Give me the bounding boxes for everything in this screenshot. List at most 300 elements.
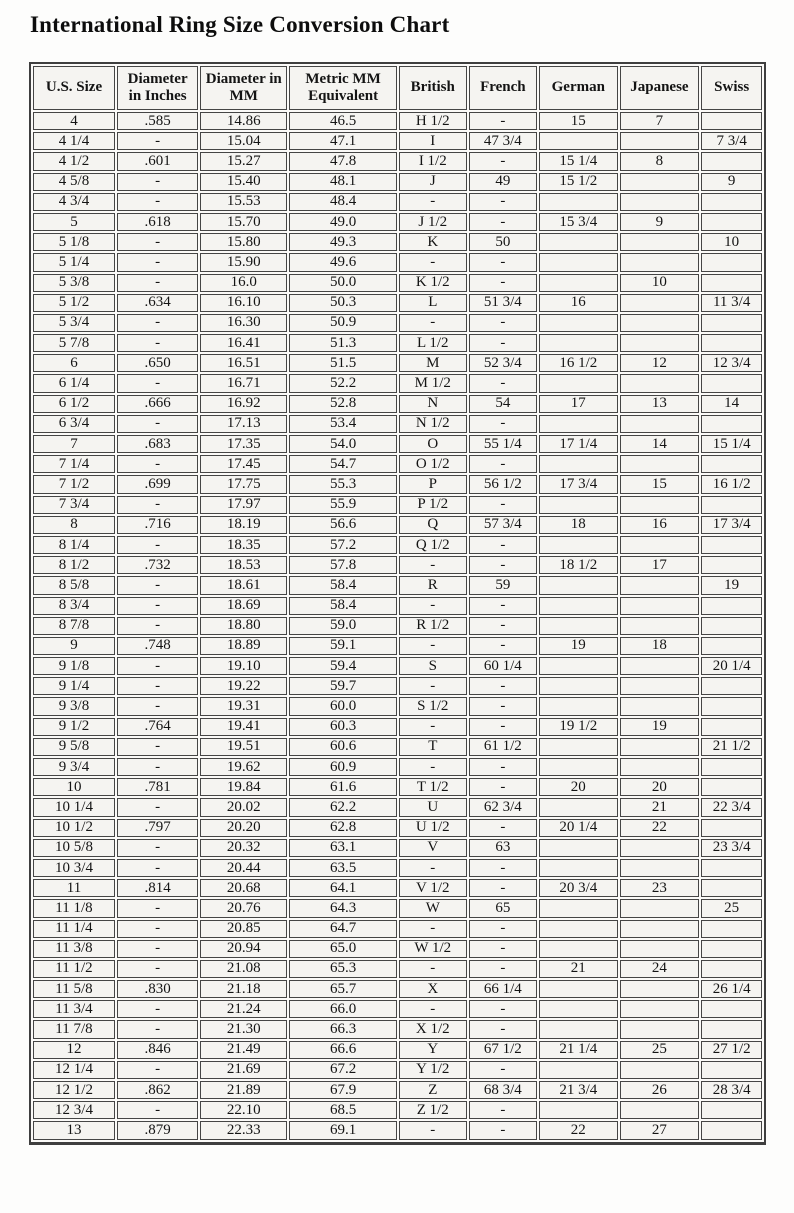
cell: 16 [539, 294, 617, 312]
cell [539, 496, 617, 514]
cell: I [399, 132, 467, 150]
cell: 21 1/2 [701, 738, 762, 756]
cell: 18 [620, 637, 700, 655]
table-row [33, 213, 762, 231]
cell: J 1/2 [399, 213, 467, 231]
cell: - [469, 374, 537, 392]
cell [701, 960, 762, 978]
cell: - [469, 334, 537, 352]
cell: 15.04 [200, 132, 287, 150]
cell: 64.7 [289, 920, 397, 938]
cell: - [117, 576, 198, 594]
cell: - [469, 1061, 537, 1079]
cell [701, 193, 762, 211]
cell: U [399, 798, 467, 816]
cell: 20 3/4 [539, 879, 617, 897]
cell: X [399, 980, 467, 998]
cell [539, 253, 617, 271]
cell: - [469, 920, 537, 938]
cell: T 1/2 [399, 778, 467, 796]
table-row [33, 819, 762, 837]
cell: .683 [117, 435, 198, 453]
cell: K [399, 233, 467, 251]
cell: 60.3 [289, 718, 397, 736]
cell: S 1/2 [399, 697, 467, 715]
cell [620, 415, 700, 433]
table-row [33, 193, 762, 211]
cell [701, 1061, 762, 1079]
cell: - [117, 940, 198, 958]
cell: .618 [117, 213, 198, 231]
cell [620, 738, 700, 756]
cell: .846 [117, 1041, 198, 1059]
cell: 16 1/2 [539, 354, 617, 372]
table-row [33, 253, 762, 271]
cell: 64.1 [289, 879, 397, 897]
cell [539, 314, 617, 332]
cell: - [469, 597, 537, 615]
cell [620, 334, 700, 352]
cell: - [117, 334, 198, 352]
cell: - [469, 274, 537, 292]
table-row [33, 395, 762, 413]
cell: 4 1/2 [33, 152, 115, 170]
cell [701, 718, 762, 736]
cell: 17 [620, 556, 700, 574]
cell [539, 1020, 617, 1038]
cell: - [117, 374, 198, 392]
cell: - [469, 1101, 537, 1119]
cell: T [399, 738, 467, 756]
cell: 18.69 [200, 597, 287, 615]
cell [539, 980, 617, 998]
cell: - [117, 132, 198, 150]
cell: 5 3/8 [33, 274, 115, 292]
cell [620, 193, 700, 211]
cell: 62.8 [289, 819, 397, 837]
cell: 16.0 [200, 274, 287, 292]
cell: 9 3/4 [33, 758, 115, 776]
table-row [33, 859, 762, 877]
table-row [33, 1101, 762, 1119]
cell: - [117, 1101, 198, 1119]
cell: 62.2 [289, 798, 397, 816]
cell: .699 [117, 475, 198, 493]
cell: 66 1/4 [469, 980, 537, 998]
cell: 54 [469, 395, 537, 413]
cell: 59 [469, 576, 537, 594]
table-row [33, 617, 762, 635]
table-row [33, 980, 762, 998]
cell: .764 [117, 718, 198, 736]
cell: - [469, 778, 537, 796]
table-row [33, 475, 762, 493]
cell: - [469, 415, 537, 433]
cell: 53.4 [289, 415, 397, 433]
cell: 19.31 [200, 697, 287, 715]
cell: 47.1 [289, 132, 397, 150]
cell: 19 [539, 637, 617, 655]
cell: - [117, 697, 198, 715]
cell: 6 1/2 [33, 395, 115, 413]
cell: 19 [701, 576, 762, 594]
cell: 16 1/2 [701, 475, 762, 493]
table-row [33, 1020, 762, 1038]
table-row [33, 778, 762, 796]
cell: - [399, 253, 467, 271]
cell: - [469, 758, 537, 776]
cell: 19 1/2 [539, 718, 617, 736]
cell: - [399, 859, 467, 877]
cell: 25 [620, 1041, 700, 1059]
cell: U 1/2 [399, 819, 467, 837]
cell [620, 677, 700, 695]
cell [701, 758, 762, 776]
cell [701, 213, 762, 231]
ring-size-conversion-table [29, 62, 766, 1145]
column-header: Diameter in Inches [117, 66, 198, 110]
cell: - [117, 1000, 198, 1018]
table-row [33, 839, 762, 857]
table-row [33, 294, 762, 312]
cell [539, 576, 617, 594]
cell: 25 [701, 899, 762, 917]
cell [701, 697, 762, 715]
cell: 7 1/4 [33, 455, 115, 473]
cell: 17 1/4 [539, 435, 617, 453]
cell: W 1/2 [399, 940, 467, 958]
cell: 15 [539, 112, 617, 130]
cell: 13 [33, 1121, 115, 1139]
cell: 10 [620, 274, 700, 292]
table-row [33, 152, 762, 170]
table-row [33, 920, 762, 938]
cell: 22 [620, 819, 700, 837]
cell [620, 536, 700, 554]
cell: 21.89 [200, 1081, 287, 1099]
cell: 21 [620, 798, 700, 816]
cell: 59.7 [289, 677, 397, 695]
cell: 14.86 [200, 112, 287, 130]
cell: 7 3/4 [33, 496, 115, 514]
cell: 11 1/8 [33, 899, 115, 917]
cell: 22 3/4 [701, 798, 762, 816]
cell: M [399, 354, 467, 372]
cell: 13 [620, 395, 700, 413]
column-header: Japanese [620, 66, 700, 110]
cell: 15.40 [200, 173, 287, 191]
cell: 7 1/2 [33, 475, 115, 493]
cell: .797 [117, 819, 198, 837]
cell: 20.68 [200, 879, 287, 897]
cell: - [469, 1121, 537, 1139]
cell: 4 [33, 112, 115, 130]
cell [701, 1020, 762, 1038]
cell [539, 697, 617, 715]
cell: 7 [620, 112, 700, 130]
cell: 5 [33, 213, 115, 231]
cell: 10 1/4 [33, 798, 115, 816]
cell: 60.0 [289, 697, 397, 715]
cell [620, 940, 700, 958]
cell: 16 [620, 516, 700, 534]
cell: 61 1/2 [469, 738, 537, 756]
cell: - [469, 152, 537, 170]
cell: 64.3 [289, 899, 397, 917]
cell: 22.10 [200, 1101, 287, 1119]
cell [620, 657, 700, 675]
cell: 18 [539, 516, 617, 534]
cell [539, 1061, 617, 1079]
cell: - [117, 859, 198, 877]
cell [701, 597, 762, 615]
cell: 10 [33, 778, 115, 796]
cell: 22.33 [200, 1121, 287, 1139]
cell: 17.45 [200, 455, 287, 473]
table-head [33, 66, 762, 110]
table-row [33, 173, 762, 191]
cell [701, 496, 762, 514]
cell: 20 1/4 [539, 819, 617, 837]
cell: 9 1/4 [33, 677, 115, 695]
cell: - [117, 455, 198, 473]
cell: - [399, 758, 467, 776]
cell: 14 [620, 435, 700, 453]
cell [539, 597, 617, 615]
cell [701, 1000, 762, 1018]
cell: 68 3/4 [469, 1081, 537, 1099]
cell: 22 [539, 1121, 617, 1139]
cell [620, 455, 700, 473]
table-row [33, 516, 762, 534]
table-row [33, 435, 762, 453]
column-header: German [539, 66, 617, 110]
cell: - [117, 1020, 198, 1038]
cell: 66.0 [289, 1000, 397, 1018]
column-header: French [469, 66, 537, 110]
cell: 27 [620, 1121, 700, 1139]
cell: 19.41 [200, 718, 287, 736]
cell [701, 112, 762, 130]
cell: 48.1 [289, 173, 397, 191]
cell: 11 5/8 [33, 980, 115, 998]
cell: .862 [117, 1081, 198, 1099]
cell [539, 617, 617, 635]
cell: - [399, 637, 467, 655]
cell: V 1/2 [399, 879, 467, 897]
table-row [33, 1000, 762, 1018]
cell: L 1/2 [399, 334, 467, 352]
cell: 56 1/2 [469, 475, 537, 493]
cell: 17.97 [200, 496, 287, 514]
cell: 18.80 [200, 617, 287, 635]
cell: - [469, 314, 537, 332]
cell: 16.51 [200, 354, 287, 372]
cell [620, 859, 700, 877]
cell: 21.49 [200, 1041, 287, 1059]
cell: 15.70 [200, 213, 287, 231]
cell: 20.02 [200, 798, 287, 816]
cell: - [117, 253, 198, 271]
table-row [33, 374, 762, 392]
table-row [33, 274, 762, 292]
cell: - [469, 112, 537, 130]
cell: 19.62 [200, 758, 287, 776]
cell: - [399, 314, 467, 332]
cell: 17.75 [200, 475, 287, 493]
cell: - [469, 213, 537, 231]
cell: 20 [620, 778, 700, 796]
table-row [33, 233, 762, 251]
cell: N 1/2 [399, 415, 467, 433]
cell: 23 3/4 [701, 839, 762, 857]
cell [539, 839, 617, 857]
cell: 15 1/4 [539, 152, 617, 170]
cell: 55 1/4 [469, 435, 537, 453]
cell: 65 [469, 899, 537, 917]
cell [620, 697, 700, 715]
cell: 23 [620, 879, 700, 897]
cell: Y 1/2 [399, 1061, 467, 1079]
cell: Z [399, 1081, 467, 1099]
cell [539, 233, 617, 251]
cell: P 1/2 [399, 496, 467, 514]
cell: 17.13 [200, 415, 287, 433]
cell: 66.3 [289, 1020, 397, 1038]
cell: P [399, 475, 467, 493]
cell [539, 738, 617, 756]
cell: - [117, 274, 198, 292]
cell: 55.9 [289, 496, 397, 514]
cell: 62 3/4 [469, 798, 537, 816]
cell: - [469, 879, 537, 897]
table-row [33, 597, 762, 615]
table-row [33, 314, 762, 332]
cell: 17 3/4 [701, 516, 762, 534]
cell: - [399, 718, 467, 736]
cell: 65.0 [289, 940, 397, 958]
cell: 11 1/4 [33, 920, 115, 938]
cell: 49.6 [289, 253, 397, 271]
cell [701, 819, 762, 837]
cell: - [399, 193, 467, 211]
cell: 16.41 [200, 334, 287, 352]
cell: .650 [117, 354, 198, 372]
cell: K 1/2 [399, 274, 467, 292]
cell: N [399, 395, 467, 413]
cell [701, 677, 762, 695]
cell: - [399, 556, 467, 574]
table-row [33, 657, 762, 675]
cell [701, 415, 762, 433]
cell: R 1/2 [399, 617, 467, 635]
cell: 48.4 [289, 193, 397, 211]
table-row [33, 738, 762, 756]
cell [620, 839, 700, 857]
cell: - [117, 758, 198, 776]
cell: Q 1/2 [399, 536, 467, 554]
cell: 20.44 [200, 859, 287, 877]
cell: - [469, 819, 537, 837]
cell: 15.27 [200, 152, 287, 170]
cell: .814 [117, 879, 198, 897]
cell: 11 [33, 879, 115, 897]
cell [701, 1121, 762, 1139]
cell: 9 5/8 [33, 738, 115, 756]
cell: 8 [620, 152, 700, 170]
cell [620, 1000, 700, 1018]
table-row [33, 1121, 762, 1139]
cell: - [117, 597, 198, 615]
cell: 9 3/8 [33, 697, 115, 715]
table-row [33, 112, 762, 130]
cell [701, 920, 762, 938]
cell: J [399, 173, 467, 191]
cell: .666 [117, 395, 198, 413]
cell: 18.89 [200, 637, 287, 655]
cell: 6 1/4 [33, 374, 115, 392]
cell: 26 1/4 [701, 980, 762, 998]
cell: - [117, 920, 198, 938]
cell: X 1/2 [399, 1020, 467, 1038]
cell: 60.6 [289, 738, 397, 756]
table-row [33, 415, 762, 433]
cell: 19.84 [200, 778, 287, 796]
cell: 19 [620, 718, 700, 736]
table-row [33, 718, 762, 736]
cell: H 1/2 [399, 112, 467, 130]
cell: 16.30 [200, 314, 287, 332]
cell [620, 920, 700, 938]
cell: O 1/2 [399, 455, 467, 473]
cell: .716 [117, 516, 198, 534]
cell: - [469, 455, 537, 473]
cell: 20 1/4 [701, 657, 762, 675]
cell [620, 314, 700, 332]
cell: 16.92 [200, 395, 287, 413]
cell: 60 1/4 [469, 657, 537, 675]
cell [701, 374, 762, 392]
cell: O [399, 435, 467, 453]
cell [701, 556, 762, 574]
cell [701, 879, 762, 897]
cell: S [399, 657, 467, 675]
cell: 20.85 [200, 920, 287, 938]
cell [620, 233, 700, 251]
cell: 6 3/4 [33, 415, 115, 433]
cell: 5 3/4 [33, 314, 115, 332]
cell: - [117, 233, 198, 251]
cell [539, 536, 617, 554]
cell: 47 3/4 [469, 132, 537, 150]
cell [620, 294, 700, 312]
cell: 54.7 [289, 455, 397, 473]
cell [539, 455, 617, 473]
cell: 56.6 [289, 516, 397, 534]
cell [701, 314, 762, 332]
table-row [33, 1041, 762, 1059]
cell [539, 334, 617, 352]
cell: 12 3/4 [701, 354, 762, 372]
cell: 26 [620, 1081, 700, 1099]
cell [620, 496, 700, 514]
cell [620, 899, 700, 917]
cell [539, 1000, 617, 1018]
cell: .585 [117, 112, 198, 130]
cell: 12 3/4 [33, 1101, 115, 1119]
cell: 21 3/4 [539, 1081, 617, 1099]
cell: .601 [117, 152, 198, 170]
